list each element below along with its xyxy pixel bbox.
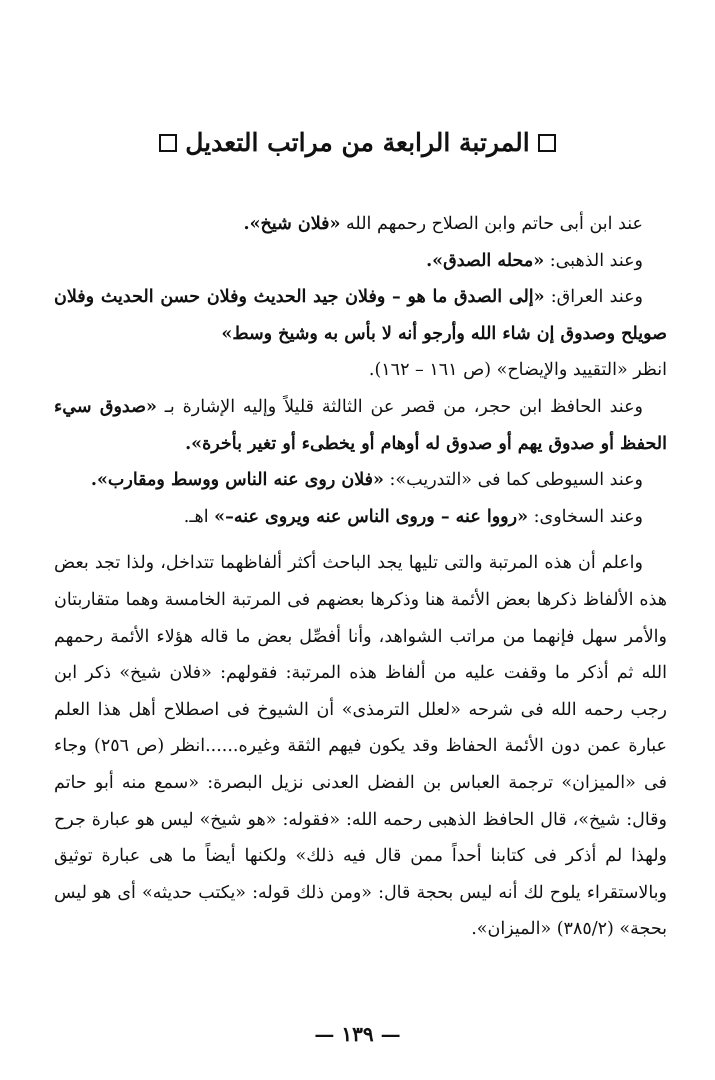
paragraph-dhahabi: وعند الذهبى: «محله الصدق». xyxy=(426,250,643,271)
paragraph-suyuti: وعند السيوطى كما فى «التدريب»: «فلان روى عنه الناس ووسط ومقارب». xyxy=(90,470,643,491)
chapter-heading xyxy=(0,128,715,157)
paragraph-ibn-hajar: وعند الحافظ ابن حجر، من قصر عن الثالثة قليلاً وإليه الإشارة بـ «صدوق سيء الحفظ أو صدوق يهم أو صدوق له أوهام أو يخطىء أو تغير بأخرة». xyxy=(54,396,667,454)
paragraph-iraqi: وعند العراق: «إلى الصدق ما هو – وفلان جيد الحديث وفلان حسن الحديث وفلان صويلح وصدوق إن شاء الله وأرجو أنه لا بأس به وشيخ وسط» xyxy=(54,287,667,344)
page-number: — ١٣٩ — xyxy=(314,1022,401,1046)
body-text xyxy=(54,206,667,948)
paragraph-sakhawi: وعند السخاوى: «رووا عنه – وروى الناس عنه ويروى عنه–» اهـ. xyxy=(183,506,643,527)
spacer xyxy=(54,535,667,545)
paragraph-discussion: واعلم أن هذه المرتبة والتى تليها يجد الباحث أكثر ألفاظهما تتداخل، ولذا تجد بعض هذه الألفاظ ذكرها بعض الأئمة هنا وذكرها بعضهم فى المرتبة الخامسة وهما متقاربتان والأمر سهل فإنهما من مراتب الشواهد، وأنا أفصِّل بعض ما قاله هؤلاء الأئمة رحمهم الله ثم أذكر ما وقفت عليه من ألفاظ هذه المرتبة: فقولهم: «فلان شيخ» ذكر ابن رجب رحمه الله فى شرحه «لعلل الترمذى» أن الشيوخ فى اصطلاح أهل هذا العلم عبارة عمن دون الأئمة الحفاظ وقد يكون فيهم الثقة وغيره......انظر (ص ٢٥٦) وجاء فى «الميزان» ترجمة العباس بن الفضل العدنى نزيل البصرة: «سمع منه أبو حاتم وقال: شيخ»، قال الحافظ الذهبى رحمه الله: «فقوله: «هو شيخ» ليس هو عبارة جرح ولهذا لم أذكر فى كتابنا أحداً ممن قال فيه ذلك» ولكنها أيضاً ما هى عبارة توثيق وبالاستقراء يلوح لك أنه ليس بحجة قال: «ومن ذلك قوله: «يكتب حديثه» أى هو ليس بحجة» (٣٨٥/٢) «الميزان». xyxy=(54,553,667,940)
square-ornament-icon xyxy=(159,134,177,152)
heading-title: المرتبة الرابعة من مراتب التعديل xyxy=(185,128,530,157)
paragraph-ibn-abi-hatim: عند ابن أبى حاتم وابن الصلاح رحمهم الله «فلان شيخ». xyxy=(243,214,643,234)
paragraph-reference: انظر «التقييد والإيضاح» (ص ١٦١ – ١٦٢). xyxy=(368,360,667,381)
square-ornament-icon xyxy=(538,134,556,152)
